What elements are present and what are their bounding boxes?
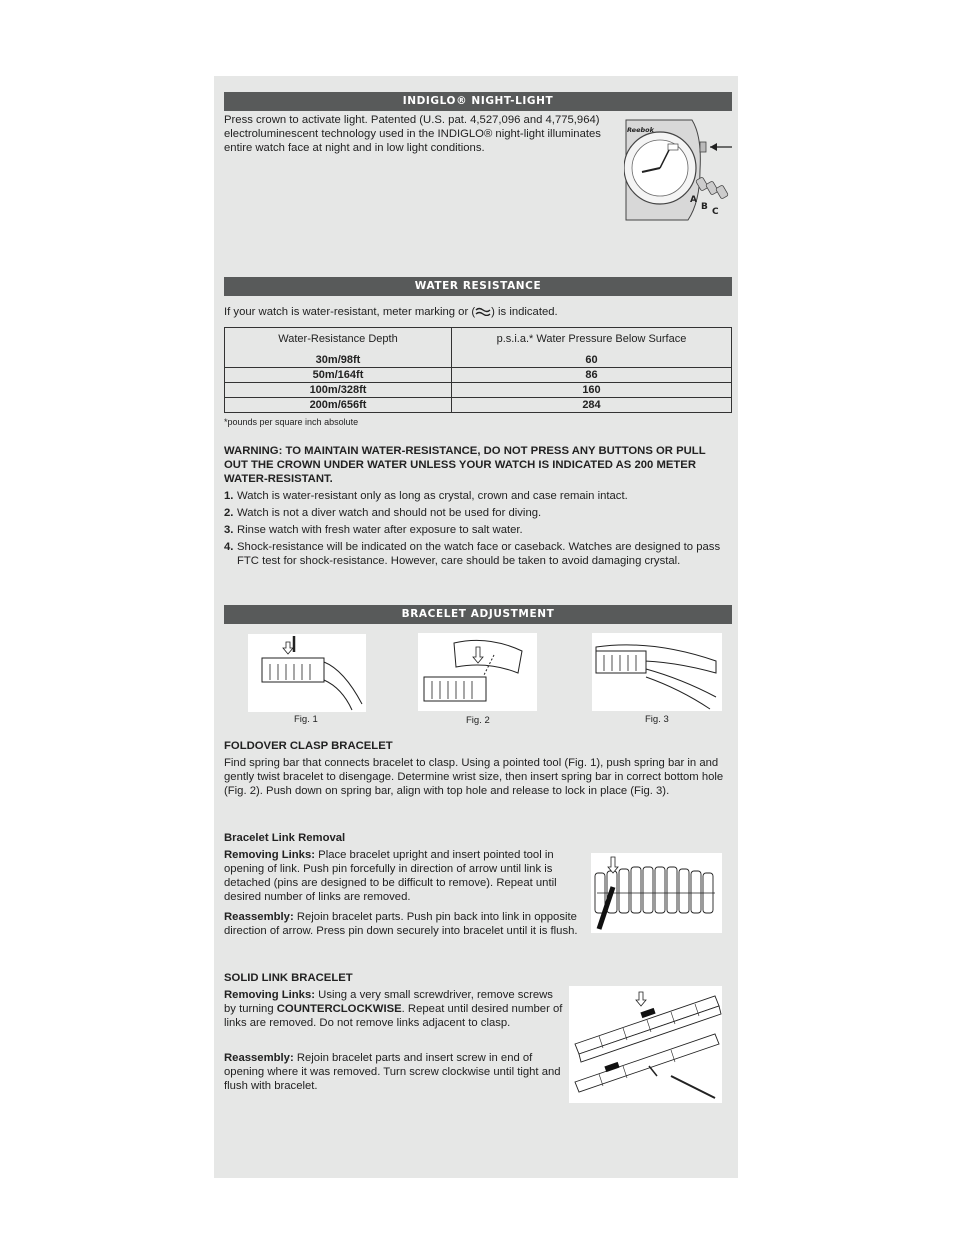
intro-text-before: If your watch is water-resistant, meter marking or ( [224, 306, 476, 318]
list-number: 3. [224, 524, 234, 536]
link-removal-title: Bracelet Link Removal [224, 832, 346, 844]
depth-cell: 30m/98ft [225, 350, 452, 368]
link-reassembly-paragraph [224, 910, 584, 938]
foldover-clasp-title: FOLDOVER CLASP BRACELET [224, 740, 393, 752]
fig1-illustration [248, 634, 366, 712]
pressure-cell: 60 [585, 353, 598, 366]
reassembly-label: Reassembly: [224, 911, 294, 923]
watch-brand-text: Reebok [627, 126, 654, 134]
waves-icon [475, 307, 491, 316]
fig1-label: Fig. 1 [294, 714, 318, 725]
water-warning: WARNING: TO MAINTAIN WATER-RESISTANCE, DO NOT PRESS ANY BUTTONS OR PULL OUT THE CROWN UNDER WATER UNLESS YOUR WATCH IS INDICATED AS 200 METER WATER-RESISTANT. [224, 445, 706, 485]
removing-links-text: Place bracelet upright and insert pointed tool in opening of link. Push pin forcefully in direction of arrow until link is detached (pins are designed to be difficult to remove). Repeat until desired number of links are removed. [224, 849, 557, 903]
foldover-clasp-text: Find spring bar that connects bracelet to clasp. Using a pointed tool (Fig. 1), push spring bar in and gently twist bracelet to disengage. Determine wrist size, then insert spring bar in correct bottom hole (Fig. 2). Push down on spring bar, align with top hole and release to lock in place (Fig. 3). [224, 757, 724, 797]
list-number: 1. [224, 490, 234, 502]
link-removal-illustration [591, 853, 722, 933]
water-resistance-list [224, 489, 732, 571]
crown-label-b: B [701, 202, 708, 212]
pressure-cell: 86 [452, 367, 732, 382]
crown-label-a: A [690, 195, 697, 205]
table-row [225, 397, 732, 412]
table-header-pressure: p.s.i.a.* Water Pressure Below Surface [496, 332, 687, 345]
intro-text-after: ) is indicated. [491, 306, 558, 318]
fig3-label: Fig. 3 [645, 714, 669, 725]
list-item [224, 489, 732, 503]
solid-removing-text-b: . Repeat until desired number of links are removed. Do not remove links adjacent to clasp. [224, 1003, 563, 1029]
water-resistance-intro [224, 305, 732, 319]
water-resistance-table [224, 327, 732, 413]
bracelet-section-header: BRACELET ADJUSTMENT [224, 605, 732, 624]
fig2-illustration [418, 633, 537, 711]
fig2-label: Fig. 2 [466, 715, 490, 726]
solid-removing-paragraph [224, 988, 564, 1030]
indiglo-section-header: INDIGLO® NIGHT-LIGHT [224, 92, 732, 111]
table-header-depth: Water-Resistance Depth [225, 328, 452, 350]
counterclockwise-emphasis: COUNTERCLOCKWISE [276, 1003, 402, 1015]
list-text: Shock-resistance will be indicated on the watch face or caseback. Watches are designed to pass FTC test for shock-resistance. However, care should be taken to avoid damaging crystal. [237, 541, 721, 567]
table-row [225, 382, 732, 397]
solid-reassembly-paragraph [224, 1051, 564, 1093]
indiglo-description: Press crown to activate light. Patented (U.S. pat. 4,527,096 and 4,775,964) electroluminescent technology used in the INDIGLO® night-light illuminates entire watch face at night and in low light conditions. [224, 114, 601, 154]
removing-links-label: Removing Links: [224, 849, 316, 861]
list-text: Watch is water-resistant only as long as crystal, crown and case remain intact. [237, 490, 628, 502]
depth-cell: 100m/328ft [225, 382, 452, 397]
solid-link-illustration [569, 986, 722, 1103]
solid-reassembly-text: Rejoin bracelet parts and insert screw in end of opening where it was removed. Turn screw clockwise until tight and flush with bracelet. [224, 1052, 561, 1092]
table-row [225, 367, 732, 382]
list-text: Rinse watch with fresh water after exposure to salt water. [237, 524, 523, 536]
water-resistance-section-header: WATER RESISTANCE [224, 277, 732, 296]
list-item [224, 506, 732, 520]
depth-cell: 200m/656ft [225, 397, 452, 412]
table-footnote: *pounds per square inch absolute [224, 417, 359, 427]
solid-removing-label: Removing Links: [224, 989, 316, 1001]
crown-label-c: C [712, 207, 719, 217]
list-text: Watch is not a diver watch and should not be used for diving. [237, 507, 542, 519]
solid-reassembly-label: Reassembly: [224, 1052, 294, 1064]
list-number: 2. [224, 507, 234, 519]
pressure-cell: 284 [452, 397, 732, 412]
depth-cell: 50m/164ft [225, 367, 452, 382]
table-row [225, 350, 732, 368]
list-item [224, 523, 732, 537]
solid-link-title: SOLID LINK BRACELET [224, 972, 353, 984]
watch-illustration [624, 118, 736, 222]
reassembly-text: Rejoin bracelet parts. Push pin back into link in opposite direction of arrow. Press pin down securely into bracelet until it is flush. [224, 911, 578, 937]
list-item [224, 540, 732, 568]
pressure-cell: 160 [452, 382, 732, 397]
link-removing-paragraph [224, 848, 584, 904]
list-number: 4. [224, 541, 234, 553]
solid-removing-text-a: Using a very small screwdriver, remove screws by turning [224, 989, 553, 1015]
fig3-illustration [592, 633, 722, 711]
